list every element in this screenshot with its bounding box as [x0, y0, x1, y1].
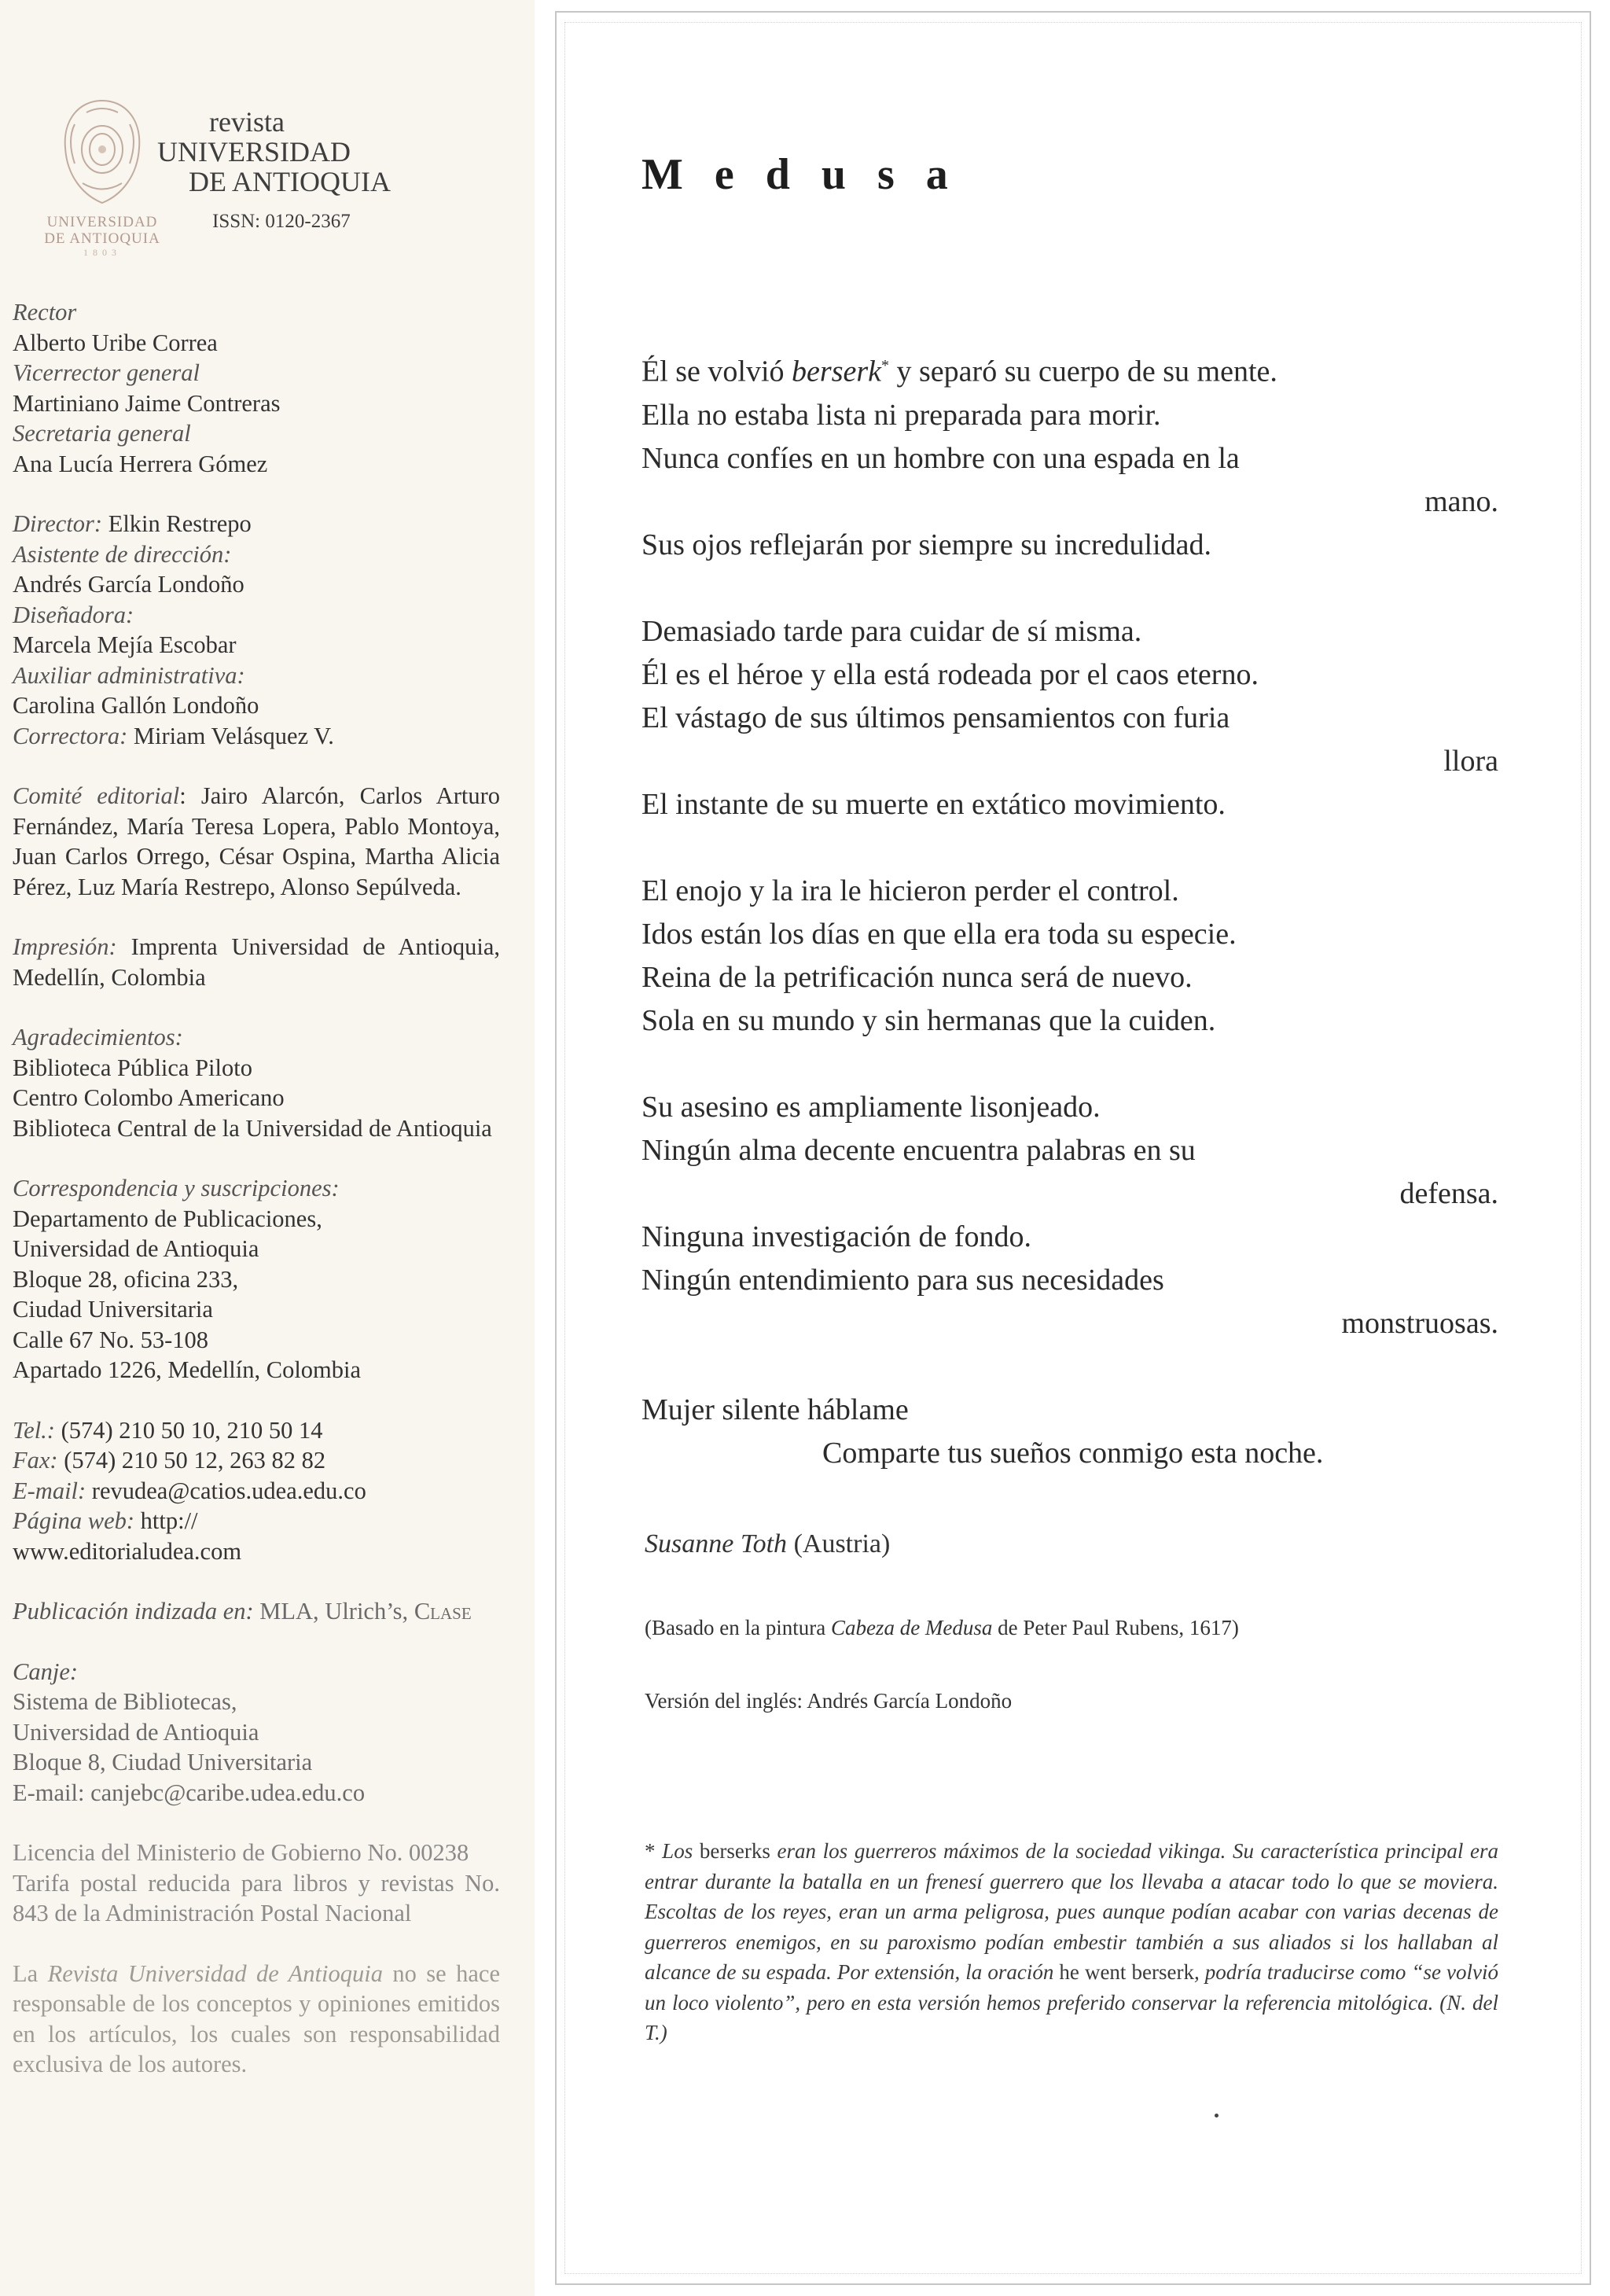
- based-on-note: [645, 1616, 1239, 1640]
- poem-line: Sola en su mundo y sin hermanas que la cuiden.: [641, 1003, 1216, 1037]
- title-revista: revista: [209, 106, 285, 138]
- secretaria-role: Secretaria general: [13, 420, 191, 447]
- correctora-name: Miriam Velásquez V.: [127, 722, 334, 749]
- stanza-5: [641, 1389, 1498, 1475]
- address-line: Apartado 1226, Medellín, Colombia: [13, 1356, 362, 1383]
- poem-line: Ella no estaba lista ni preparada para morir.: [641, 398, 1161, 432]
- poem-line: El enojo y la ira le hicieron perder el control.: [641, 874, 1179, 907]
- canje-line: Bloque 8, Ciudad Universitaria: [13, 1749, 313, 1775]
- footnote-berserks: berserks: [693, 1839, 777, 1863]
- poem-line: Idos están los días en que ella era toda su especie.: [641, 917, 1237, 951]
- contact-info: [13, 1415, 500, 1567]
- vicerrector-name: Martiniano Jaime Contreras: [13, 389, 281, 417]
- poem-line: Ningún alma decente encuentra palabras en su: [641, 1133, 1196, 1167]
- web-line: [13, 1506, 500, 1536]
- auxiliar-name: Carolina Gallón Londoño: [13, 692, 259, 719]
- based-pre: (Basado en la pintura: [645, 1616, 831, 1639]
- painting-title: Cabeza de Medusa: [830, 1616, 993, 1639]
- email-line: [13, 1476, 500, 1507]
- web-value: http://: [134, 1507, 198, 1534]
- poem-line: Demasiado tarde para cuidar de sí misma.: [641, 614, 1142, 648]
- address-line: Bloque 28, oficina 233,: [13, 1265, 239, 1293]
- impresion-text: Imprenta Universidad de Antioquia, Medellín, Colombia: [13, 933, 500, 991]
- poem-text: y separó su cuerpo de su mente.: [889, 355, 1277, 388]
- poem-line: Reina de la petrificación nunca será de nuevo.: [641, 960, 1193, 994]
- logo-text-line-1: UNIVERSIDAD: [46, 214, 158, 230]
- footnote-text: , podría traducirse como “se volvió un loco violento”, pero en esta versión hemos preferido conservar la referencia mitológica. (N. del T.): [645, 1960, 1498, 2044]
- indizada: [13, 1596, 500, 1627]
- disclaimer-post: no se hace responsable de los conceptos y opiniones emitidos en los artículos, los cuales son responsabilidad exclusiva de los autores.: [13, 1959, 500, 2077]
- email-value: revudea@catios.udea.edu.co: [86, 1477, 366, 1504]
- poem-emphasis: berserk: [792, 355, 882, 388]
- university-logo: [31, 93, 173, 259]
- rector-name: Alberto Uribe Correa: [13, 329, 218, 356]
- poem-line-continuation: monstruosas.: [1341, 1306, 1498, 1340]
- canje-label: Canje:: [13, 1658, 79, 1685]
- director-name: Elkin Restrepo: [102, 510, 252, 537]
- address-line: Universidad de Antioquia: [13, 1235, 259, 1262]
- director-line: [13, 509, 500, 539]
- fax-line: [13, 1445, 500, 1476]
- footnote: [645, 1836, 1498, 2048]
- footnote-phrase: he went berserk: [1059, 1960, 1194, 1984]
- impresion-role: Impresión:: [13, 933, 117, 960]
- canje: [13, 1657, 500, 1808]
- poem-line: Su asesino es ampliamente lisonjeado.: [641, 1090, 1101, 1124]
- author-country: (Austria): [787, 1529, 891, 1558]
- disenadora-role: Diseñadora:: [13, 601, 134, 628]
- agradecimientos-line: Biblioteca Pública Piloto: [13, 1054, 252, 1081]
- address-line: Ciudad Universitaria: [13, 1296, 213, 1323]
- correctora-role: Correctora:: [13, 722, 128, 749]
- canje-line: E-mail: canjebc@caribe.udea.edu.co: [13, 1779, 366, 1806]
- logo-year: 1803: [83, 247, 121, 258]
- address-line: Calle 67 No. 53-108: [13, 1326, 209, 1353]
- canje-line: Universidad de Antioquia: [13, 1718, 259, 1746]
- page-dot: [1215, 2114, 1219, 2118]
- agradecimientos: [13, 1022, 500, 1143]
- comite-role: Comité editorial: [13, 782, 180, 809]
- email-label: E-mail:: [13, 1477, 86, 1504]
- licencia-text: Licencia del Ministerio de Gobierno No. 00238: [13, 1839, 469, 1866]
- footnote-star: *: [645, 1839, 663, 1863]
- poem-line: Comparte tus sueños conmigo esta noche.: [822, 1436, 1324, 1470]
- agradecimientos-line: Biblioteca Central de la Universidad de Antioquia: [13, 1114, 492, 1142]
- web-label: Página web:: [13, 1507, 135, 1534]
- poem-line: Ningún entendimiento para sus necesidades: [641, 1263, 1164, 1297]
- poem-line: El instante de su muerte en extático movimiento.: [641, 787, 1226, 821]
- poem-line-continuation: defensa.: [1399, 1176, 1498, 1210]
- title-line-2: DE ANTIOQUIA: [189, 166, 391, 197]
- credits-staff: [13, 509, 500, 751]
- director-role: Director:: [13, 510, 103, 537]
- poem-line-continuation: llora: [1443, 744, 1498, 778]
- fax-value: (574) 210 50 12, 263 82 82: [57, 1447, 326, 1474]
- stanza-1: [641, 344, 1498, 567]
- disclaimer-pre: La: [13, 1959, 48, 1987]
- tel-label: Tel.:: [13, 1416, 55, 1444]
- indizada-label: Publicación indizada en:: [13, 1598, 254, 1624]
- asistente-role: Asistente de dirección:: [13, 540, 232, 568]
- indizada-clase: Clase: [414, 1598, 472, 1624]
- auxiliar-role: Auxiliar administrativa:: [13, 661, 245, 689]
- footnote-text: Los: [662, 1839, 693, 1863]
- title-line-1: UNIVERSIDAD: [157, 136, 351, 167]
- comite-members: : Jairo Alarcón, Carlos Arturo Fernández, María Teresa Lopera, Pablo Montoya, Juan Carlos Orrego, César Ospina, Martha Alicia Pérez, Luz María Restrepo, Alonso Sepúlveda.: [13, 782, 500, 900]
- disenadora-name: Marcela Mejía Escobar: [13, 631, 237, 658]
- disclaimer-title: Revista Universidad de Antioquia: [47, 1959, 383, 1987]
- credits-administration: [13, 297, 500, 479]
- masthead-credits: [13, 297, 500, 2080]
- licencia: [13, 1838, 500, 1929]
- poem-line-continuation: mano.: [1424, 484, 1498, 518]
- poem-line: Él es el héroe y ella está rodeada por el caos eterno.: [641, 657, 1259, 691]
- canje-line: Sistema de Bibliotecas,: [13, 1688, 237, 1715]
- poem-text: Él se volvió: [641, 355, 792, 388]
- tel-line: [13, 1415, 500, 1446]
- poem-line: Sus ojos reflejarán por siempre su incredulidad.: [641, 528, 1211, 561]
- poem-author: [645, 1529, 890, 1559]
- author-name: Susanne Toth: [645, 1529, 788, 1558]
- poem-line: Ninguna investigación de fondo.: [641, 1220, 1032, 1253]
- correspondencia: [13, 1173, 500, 1385]
- based-post: de Peter Paul Rubens, 1617): [992, 1616, 1239, 1639]
- stanza-4: [641, 1086, 1498, 1345]
- seal-icon: [51, 93, 153, 211]
- correctora-line: [13, 721, 500, 752]
- poem-line: El vástago de sus últimos pensamientos con furia: [641, 701, 1230, 734]
- agradecimientos-line: Centro Colombo Americano: [13, 1084, 285, 1111]
- tel-value: (574) 210 50 10, 210 50 14: [54, 1416, 323, 1444]
- agradecimientos-role: Agradecimientos:: [13, 1024, 183, 1050]
- poem-line: [641, 344, 1498, 394]
- tarifa-text: Tarifa postal reducida para libros y revistas No. 843 de la Administración Postal Nacional: [13, 1869, 500, 1926]
- footnote-marker: *: [881, 357, 890, 374]
- web-url: www.editorialudea.com: [13, 1537, 242, 1565]
- magazine-title: [157, 107, 391, 197]
- comite-editorial: [13, 781, 500, 902]
- stanza-3: [641, 870, 1498, 1043]
- poem-body: [641, 344, 1498, 1518]
- indizada-value: MLA, Ulrich’s,: [253, 1598, 414, 1624]
- issn: ISSN: 0120-2367: [212, 211, 351, 232]
- poem-line: Nunca confíes en un hombre con una espada en la: [641, 441, 1240, 475]
- poem-title: Medusa: [641, 150, 980, 199]
- poem-line: Mujer silente háblame: [641, 1393, 909, 1426]
- translation-credit: Versión del inglés: Andrés García Londoño: [645, 1689, 1013, 1713]
- stanza-2: [641, 610, 1498, 826]
- impresion: [13, 932, 500, 992]
- logo-text: [31, 214, 173, 247]
- disclaimer: [13, 1959, 500, 2080]
- rector-role: Rector: [13, 299, 77, 326]
- secretaria-name: Ana Lucía Herrera Gómez: [13, 450, 268, 477]
- address-line: Departamento de Publicaciones,: [13, 1205, 322, 1232]
- logo-text-line-2: DE ANTIOQUIA: [44, 230, 160, 247]
- vicerrector-role: Vicerrector general: [13, 359, 200, 386]
- masthead-column: [0, 0, 535, 2296]
- fax-label: Fax:: [13, 1447, 58, 1474]
- correspondencia-role: Correspondencia y suscripciones:: [13, 1175, 340, 1201]
- footnote-text: eran los guerreros máximos de la sociedad vikinga. Su característica principal era entrar durante la batalla en un frenesí guerrero que los llevaba a atacar todo lo que se moviera. Escoltas de los reyes, eran un arma peligrosa, pues aunque podían acabar con varias decenas de guerreros enemigos, en su paroxismo podían embestir también a sus aliados si los hallaban al alcance de su espada. Por extensión, la oración: [645, 1839, 1498, 1984]
- asistente-name: Andrés García Londoño: [13, 571, 244, 598]
